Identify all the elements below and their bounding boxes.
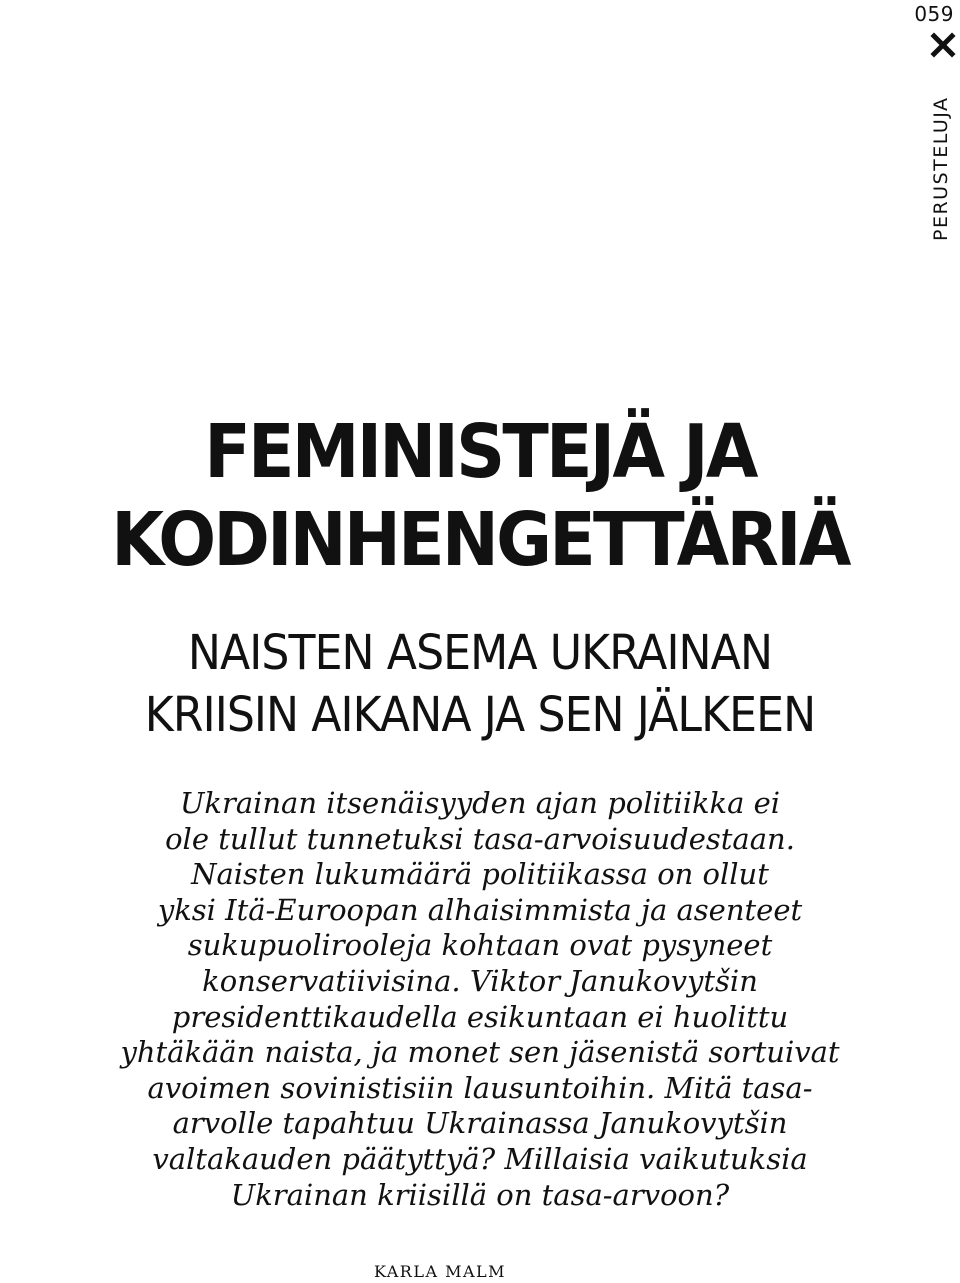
subheadline xyxy=(38,622,921,746)
lead-line: sukupuolirooleja kohtaan ovat pysyneet xyxy=(187,928,773,963)
lead-paragraph xyxy=(0,786,960,1213)
lead-line: avoimen sovinistisiin lausuntoihin. Mitä tasa- xyxy=(147,1070,813,1105)
section-label xyxy=(926,32,956,241)
lead-line: ole tullut tunnetuksi tasa-arvoisuudestaan. xyxy=(165,821,795,856)
lead-line: yhtäkään naista, ja monet sen jäsenistä sortuivat xyxy=(120,1035,840,1070)
lead-line: Ukrainan kriisillä on tasa-arvoon? xyxy=(230,1177,730,1212)
lead-line: konservatiivisina. Viktor Janukovytšin xyxy=(202,963,758,998)
headline xyxy=(38,408,921,584)
x-icon xyxy=(930,32,956,58)
headline-line-2: KODINHENGETTÄRIÄ xyxy=(111,497,849,583)
author-byline: KARLA MALM xyxy=(373,1262,507,1281)
lead-line: Ukrainan itsenäisyyden ajan politiikka ei xyxy=(179,786,781,820)
section-label-text: PERUSTELUJA xyxy=(930,96,952,241)
lead-line: arvolle tapahtuu Ukrainassa Janukovytšin xyxy=(172,1106,788,1141)
lead-line: presidenttikaudella esikuntaan ei huolittu xyxy=(171,999,789,1034)
lead-line: valtakauden päätyttyä? Millaisia vaikutuksia xyxy=(152,1141,808,1176)
headline-line-1: FEMINISTEJÄ JA xyxy=(204,409,756,495)
page-number: 059 xyxy=(914,2,954,26)
subheadline-line-2: KRIISIN AIKANA JA SEN JÄLKEEN xyxy=(144,687,816,743)
lead-line: yksi Itä-Euroopan alhaisimmista ja asenteet xyxy=(157,892,803,927)
subheadline-line-1: NAISTEN ASEMA UKRAINAN xyxy=(187,625,773,681)
lead-line: Naisten lukumäärä politiikassa on ollut xyxy=(191,857,769,892)
